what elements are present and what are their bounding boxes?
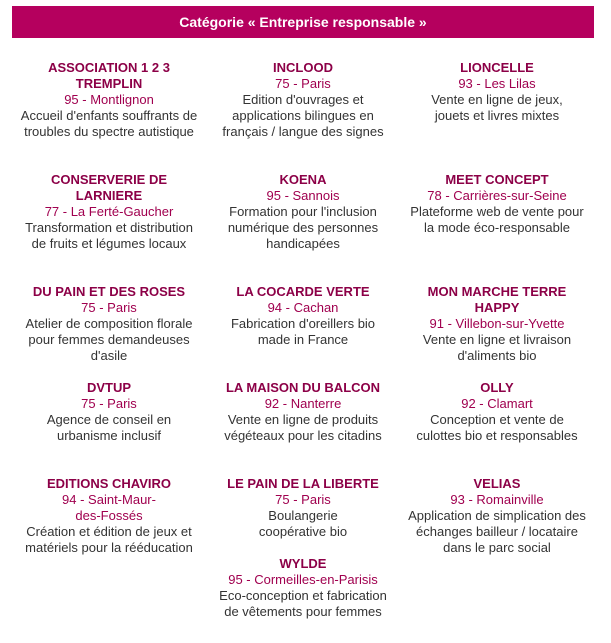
company-name: KOENA — [279, 172, 327, 187]
company-name: CONSERVERIE DE LARNIERE — [50, 172, 168, 203]
company-name: DVTUP — [86, 380, 132, 395]
company-entry — [12, 284, 206, 364]
company-entry — [400, 284, 594, 364]
company-entry — [12, 380, 206, 444]
company-name: EDITIONS CHAVIRO — [47, 476, 171, 491]
company-entry — [206, 172, 400, 252]
company-description: Transformation et distribution de fruits et légumes locaux — [25, 220, 193, 251]
company-name: MEET CONCEPT — [445, 172, 549, 187]
company-description: Fabrication d'oreillers bio made in France — [230, 316, 376, 347]
company-description: Boulangerie coopérative bio — [258, 508, 348, 539]
company-entry — [206, 556, 400, 620]
company-entry — [400, 380, 594, 444]
company-location: 92 - Nanterre — [264, 396, 342, 411]
company-entry — [12, 60, 206, 140]
company-location: 75 - Paris — [81, 300, 137, 315]
company-entry — [12, 172, 206, 252]
company-entry — [206, 284, 400, 348]
company-location: 95 - Montlignon — [64, 92, 154, 107]
company-location: 75 - Paris — [81, 396, 137, 411]
company-location: 92 - Clamart — [461, 396, 533, 411]
company-description: Plateforme web de vente pour la mode éco-responsable — [410, 204, 584, 235]
company-description: Création et édition de jeux et matériels pour la rééducation — [25, 524, 193, 555]
company-description: Vente en ligne de jeux, jouets et livres mixtes — [431, 92, 563, 123]
company-name: LA MAISON DU BALCON — [225, 380, 381, 395]
company-description: Agence de conseil en urbanisme inclusif — [46, 412, 172, 443]
company-entry — [400, 172, 594, 236]
company-description: Eco-conception et fabrication de vêtements pour femmes — [219, 588, 387, 619]
company-name: LA COCARDE VERTE — [236, 284, 370, 299]
company-description: Application de simplication des échanges bailleur / locataire dans le parc social — [408, 508, 586, 555]
company-location: 91 - Villebon-sur-Yvette — [429, 316, 565, 331]
company-location: 93 - Les Lilas — [458, 76, 536, 91]
company-location: 95 - Sannois — [266, 188, 340, 203]
company-location: 75 - Paris — [275, 492, 331, 507]
category-banner — [12, 6, 594, 38]
company-description: Conception et vente de culottes bio et responsables — [416, 412, 578, 443]
company-name: MON MARCHE TERRE HAPPY — [427, 284, 567, 315]
company-entry — [206, 476, 400, 540]
company-description: Formation pour l'inclusion numérique des personnes handicapées — [227, 204, 379, 251]
company-location: 78 - Carrières-sur-Seine — [427, 188, 567, 203]
company-name: INCLOOD — [273, 60, 333, 75]
company-entry — [206, 380, 400, 444]
company-location: 75 - Paris — [275, 76, 331, 91]
company-entry — [400, 476, 594, 556]
category-title: Catégorie « Entreprise responsable » — [179, 14, 427, 30]
company-location: 94 - Saint-Maur-des-Fossés — [62, 492, 156, 523]
company-name: OLLY — [480, 380, 514, 395]
company-location: 95 - Cormeilles-en-Parisis — [228, 572, 378, 587]
company-name: WYLDE — [279, 556, 327, 571]
company-name: DU PAIN ET DES ROSES — [32, 284, 186, 299]
company-location: 94 - Cachan — [267, 300, 339, 315]
company-entry — [206, 60, 400, 140]
company-description: Edition d'ouvrages et applications bilingues en français / langue des signes — [222, 92, 384, 139]
company-name: LE PAIN DE LA LIBERTE — [227, 476, 379, 491]
company-description: Vente en ligne et livraison d'aliments bio — [422, 332, 572, 363]
company-entry — [400, 60, 594, 124]
company-description: Accueil d'enfants souffrants de troubles du spectre autistique — [20, 108, 198, 139]
company-name: ASSOCIATION 1 2 3 TREMPLIN — [48, 60, 170, 91]
company-description: Atelier de composition florale pour femmes demandeuses d'asile — [25, 316, 193, 363]
company-entry — [12, 476, 206, 556]
company-description: Vente en ligne de produits végéteaux pour les citadins — [224, 412, 382, 443]
company-name: LIONCELLE — [460, 60, 534, 75]
company-location: 93 - Romainville — [450, 492, 544, 507]
company-location: 77 - La Ferté-Gaucher — [44, 204, 174, 219]
company-name: VELIAS — [473, 476, 521, 491]
